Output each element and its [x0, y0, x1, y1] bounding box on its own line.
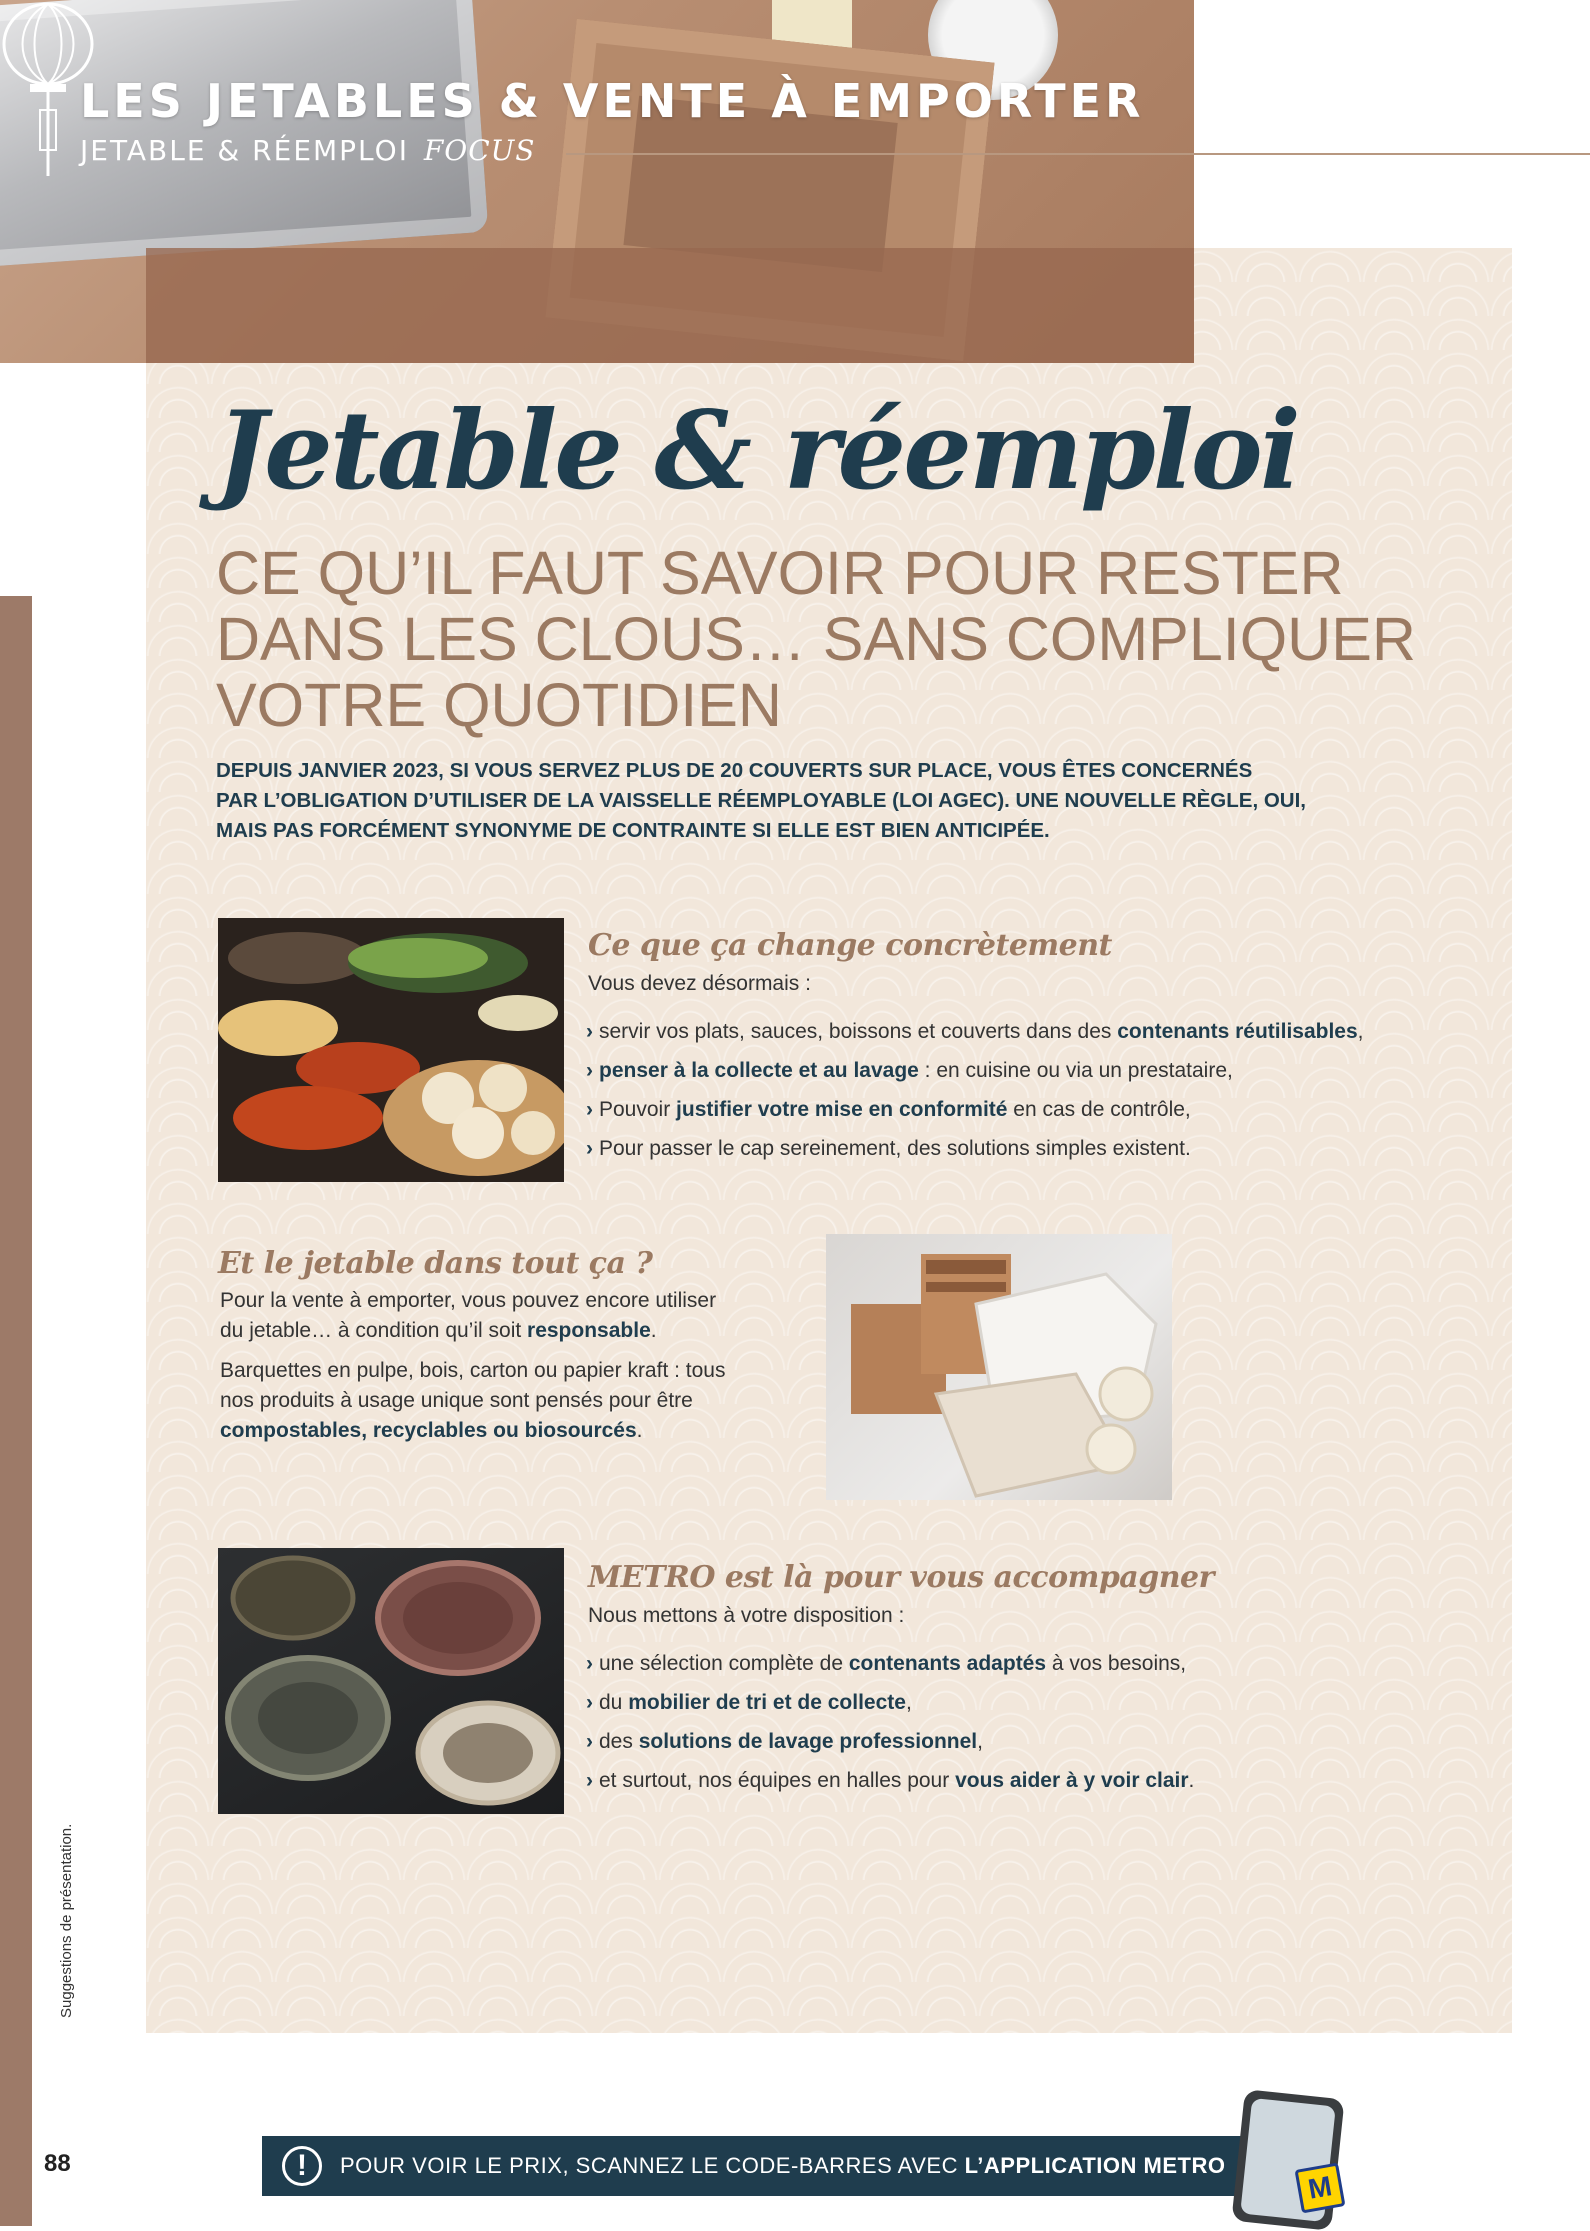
list-item: › du mobilier de tri et de collecte,	[586, 1691, 912, 1714]
packaging-photo	[826, 1234, 1172, 1500]
section3-lead: Nous mettons à votre disposition :	[588, 1604, 905, 1627]
section2-heading: Et le jetable dans tout ça ?	[218, 1246, 653, 1281]
section3-list	[586, 1644, 1194, 1800]
list-item: › des solutions de lavage professionnel,	[586, 1730, 983, 1753]
side-stripe	[0, 596, 32, 2226]
paragraph-line: du jetable… à condition qu’il soit responsable.	[220, 1319, 657, 1342]
metro-logo-icon: M	[1295, 2163, 1346, 2214]
section2-paragraph-1	[220, 1286, 800, 1346]
side-note: Suggestions de présentation.	[58, 1823, 75, 2018]
section1-lead: Vous devez désormais :	[588, 972, 811, 995]
header-rule	[566, 153, 1590, 155]
paragraph-line: Barquettes en pulpe, bois, carton ou papier kraft : tous	[220, 1359, 726, 1382]
chevron-right-icon: ›	[586, 1730, 593, 1753]
paragraph-line: nos produits à usage unique sont pensés pour être	[220, 1389, 693, 1412]
intro-line: PAR L’OBLIGATION D’UTILISER DE LA VAISSELLE RÉEMPLOYABLE (LOI AGEC). UNE NOUVELLE RÈGLE, OUI,	[216, 789, 1306, 812]
chevron-right-icon: ›	[586, 1020, 593, 1043]
focus-label: FOCUS	[423, 134, 536, 167]
section-subtitle	[80, 134, 535, 167]
chevron-right-icon: ›	[586, 1769, 593, 1792]
section3-heading: METRO est là pour vous accompagner	[588, 1560, 1214, 1595]
bowls-photo	[218, 1548, 564, 1814]
header-band	[146, 248, 1194, 363]
list-item: › une sélection complète de contenants adaptés à vos besoins,	[586, 1652, 1187, 1675]
chevron-right-icon: ›	[586, 1059, 593, 1082]
scan-banner	[262, 2136, 1292, 2196]
article-title: Jetable & réemploi	[216, 388, 1298, 514]
list-item: › servir vos plats, sauces, boissons et couverts dans des contenants réutilisables,	[586, 1020, 1364, 1043]
intro-line: MAIS PAS FORCÉMENT SYNONYME DE CONTRAINTE SI ELLE EST BIEN ANTICIPÉE.	[216, 819, 1050, 842]
header-photo	[0, 0, 1194, 363]
paragraph-line: compostables, recyclables ou biosourcés.	[220, 1419, 643, 1442]
intro-line: DEPUIS JANVIER 2023, SI VOUS SERVEZ PLUS DE 20 COUVERTS SUR PLACE, VOUS ÊTES CONCERNÉS	[216, 759, 1253, 782]
section1-list	[586, 1012, 1364, 1168]
article-subtitle: CE QU’IL FAUT SAVOIR POUR RESTER DANS LES CLOUS… SANS COMPLIQUER VOTRE QUOTIDIEN	[216, 539, 1416, 739]
page-number: 88	[44, 2150, 71, 2177]
chevron-right-icon: ›	[586, 1652, 593, 1675]
list-item: › penser à la collecte et au lavage : en cuisine ou via un prestataire,	[586, 1059, 1233, 1082]
section-subtitle-text: JETABLE & RÉEMPLOI	[80, 134, 409, 167]
list-item: › et surtout, nos équipes en halles pour vous aider à y voir clair.	[586, 1769, 1195, 1792]
list-item: › Pour passer le cap sereinement, des solutions simples existent.	[586, 1137, 1191, 1160]
exclamation-icon: !	[282, 2146, 322, 2186]
list-item: › Pouvoir justifier votre mise en conformité en cas de contrôle,	[586, 1098, 1191, 1121]
asian-food-photo	[218, 918, 564, 1182]
section1-heading: Ce que ça change concrètement	[588, 928, 1112, 963]
banner-text: POUR VOIR LE PRIX, SCANNEZ LE CODE-BARRES AVEC L’APPLICATION METRO	[340, 2153, 1226, 2178]
article-intro	[216, 756, 1416, 846]
chevron-right-icon: ›	[586, 1691, 593, 1714]
paragraph-line: Pour la vente à emporter, vous pouvez encore utiliser	[220, 1289, 717, 1312]
chevron-right-icon: ›	[586, 1098, 593, 1121]
chevron-right-icon: ›	[586, 1137, 593, 1160]
section2-paragraph-2	[220, 1356, 800, 1446]
section-title: LES JETABLES & VENTE À EMPORTER	[80, 74, 1145, 128]
